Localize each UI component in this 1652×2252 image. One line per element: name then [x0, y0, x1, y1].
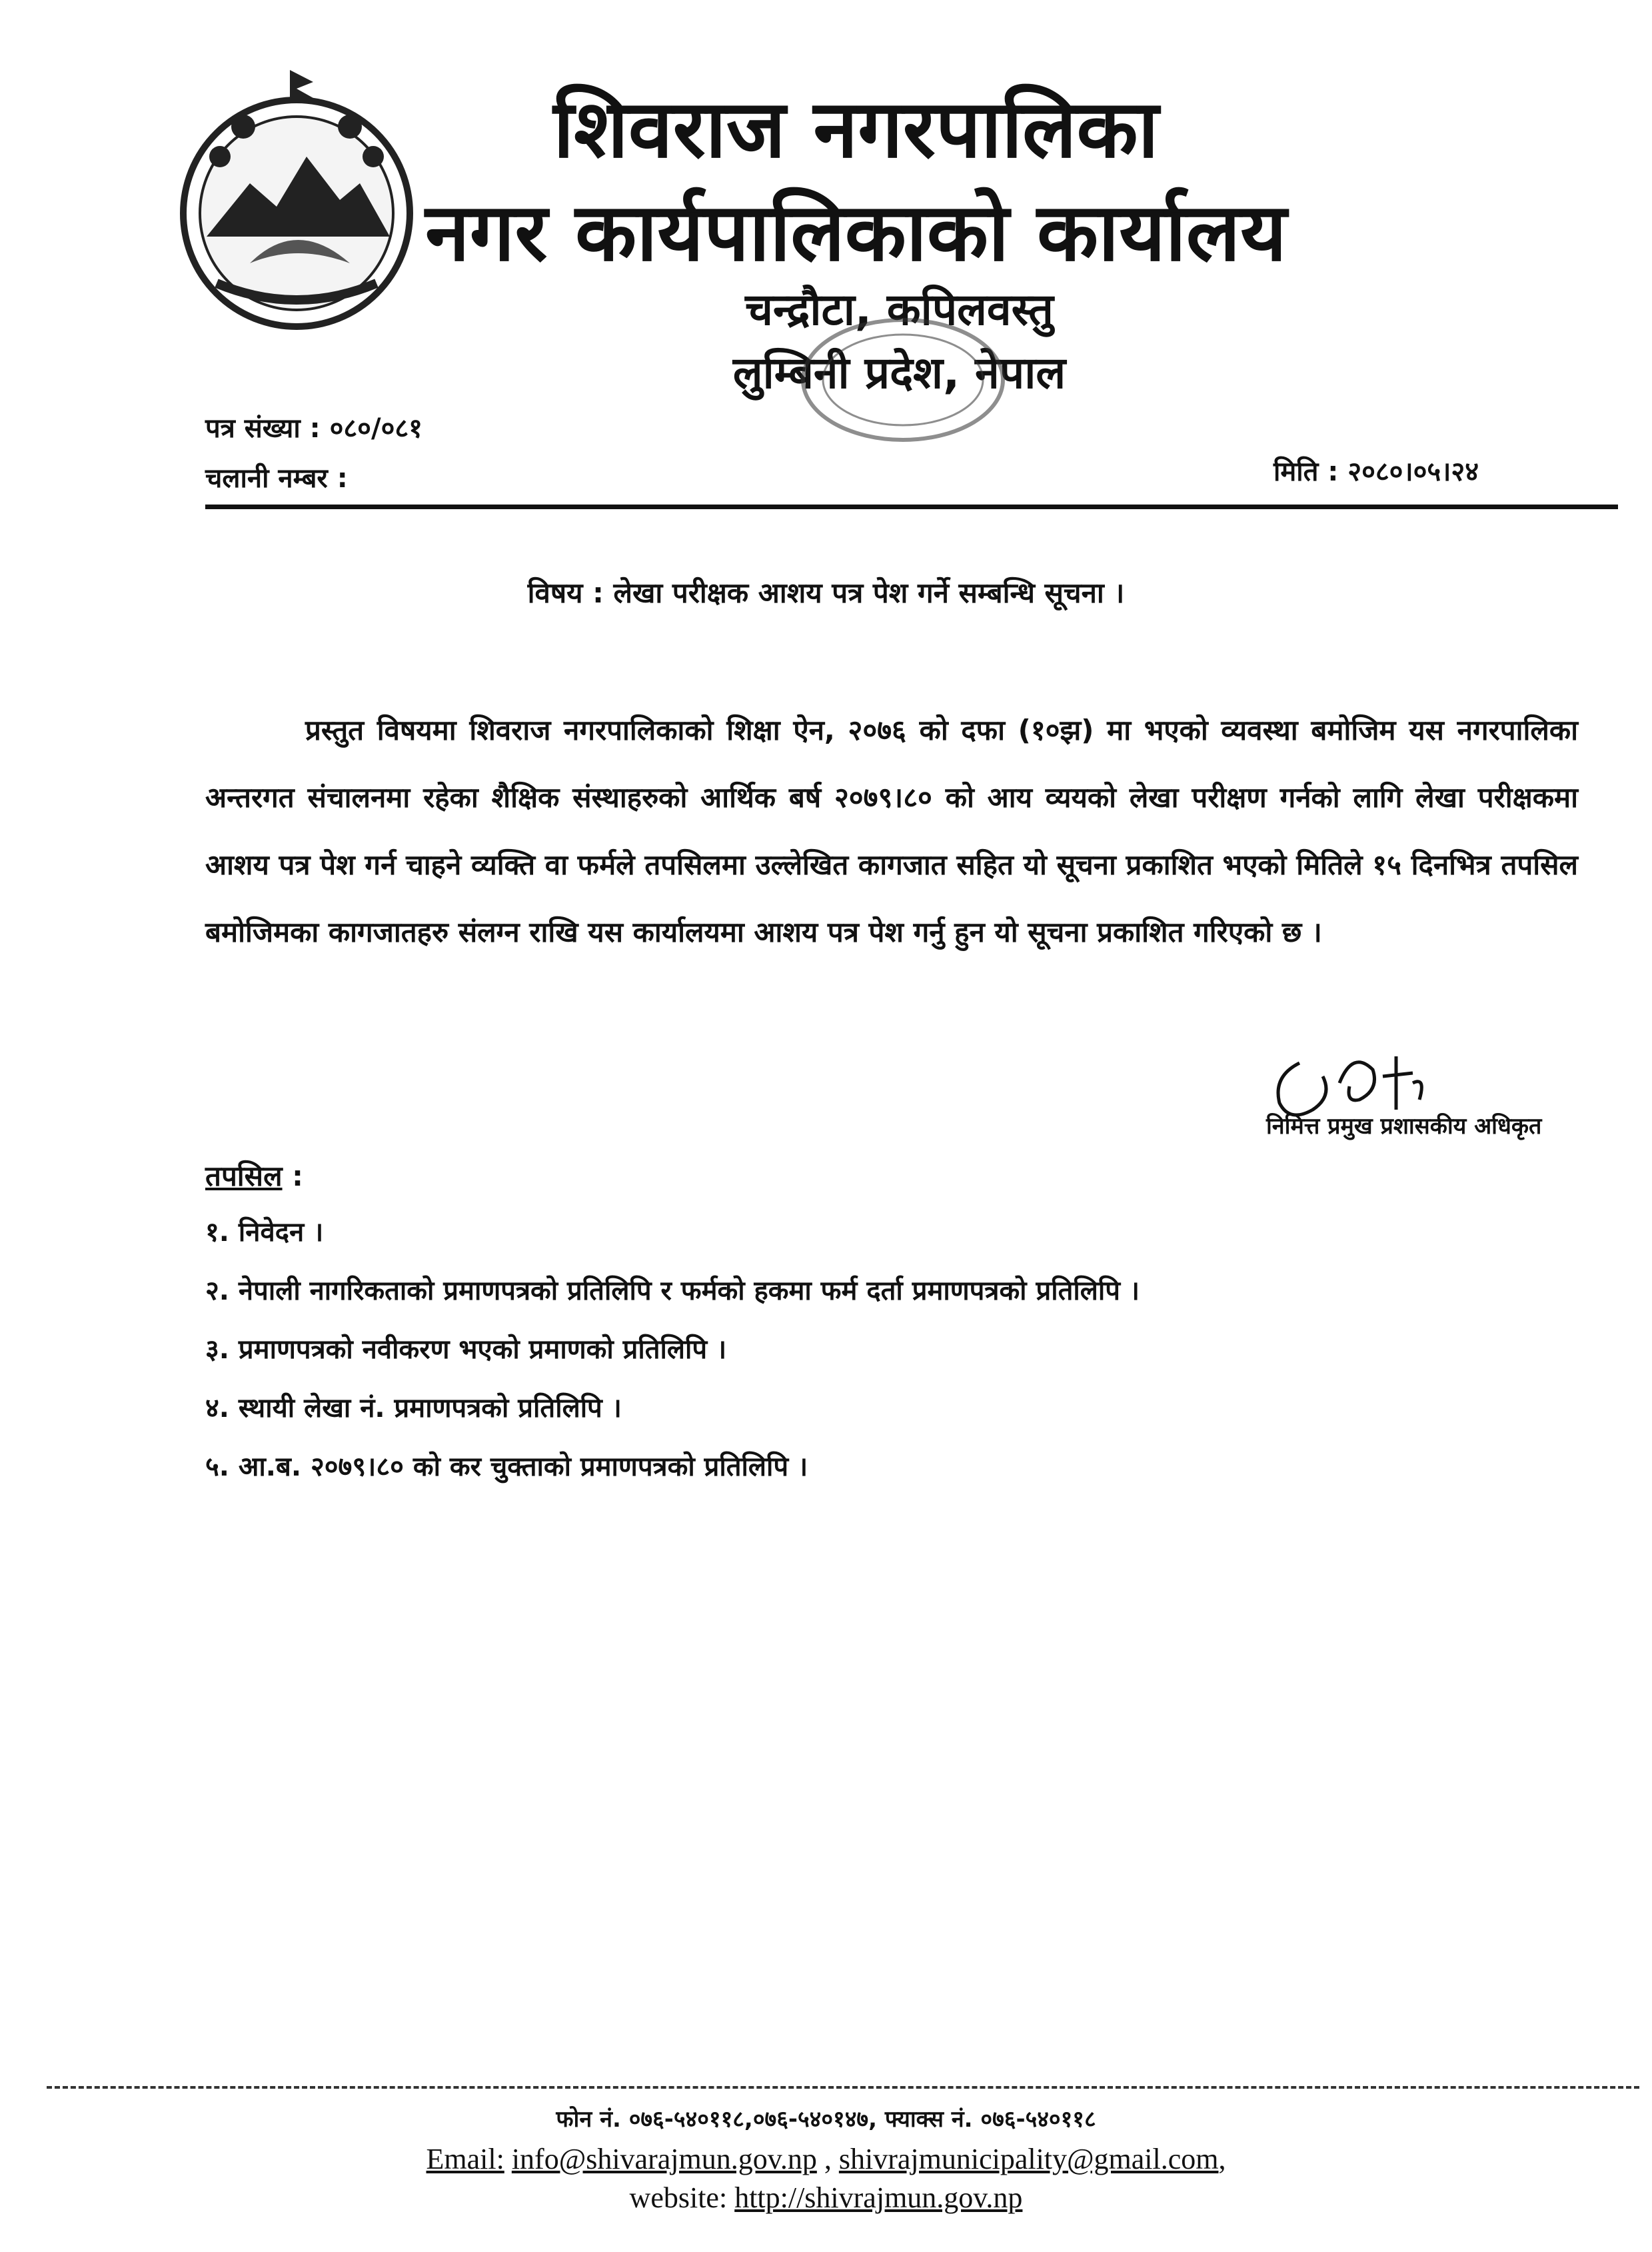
list-item: ४. स्थायी लेखा नं. प्रमाणपत्रको प्रतिलिपि । — [205, 1393, 622, 1424]
email-end: , — [1218, 2143, 1226, 2175]
list-item: १. निवेदन । — [205, 1217, 324, 1248]
dispatch-number: चलानी नम्बर : — [205, 463, 348, 494]
website-label: website: — [629, 2181, 728, 2214]
office-name: नगर कार्यपालिकाको कार्यालय — [425, 187, 1287, 279]
signatory-designation: निमित्त प्रमुख प्रशासकीय अधिकृत — [1266, 1113, 1542, 1140]
address-line-2: लुम्बिनी प्रदेश, नेपाल — [732, 347, 1066, 399]
municipality-name: शिवराज नगरपालिका — [553, 83, 1159, 176]
address-line-1: चन्द्रौटा, कपिलवस्तु — [745, 284, 1054, 335]
header-divider — [205, 505, 1618, 509]
website-link[interactable]: http://shivrajmun.gov.np — [734, 2181, 1023, 2214]
signature — [1259, 1036, 1573, 1176]
footer-email-line — [0, 2139, 1652, 2179]
annex-heading-colon: : — [282, 1160, 303, 1192]
email-link-gmail[interactable]: shivrajmunicipality@gmail.com — [838, 2143, 1219, 2175]
notice-body: प्रस्तुत विषयमा शिवराज नगरपालिकाको शिक्षा ऐन, २०७६ को दफा (१०झ) मा भएको व्यवस्था बमोजिम यस नगरपालिका अन्तरगत संचालनमा रहेका शैक्षिक संस्थाहरुको आर्थिक बर्ष २०७९।८० को आय व्ययको लेखा परीक्षण गर्नको लागि लेखा परीक्षकमा आशय पत्र पेश गर्न चाहने व्यक्ति वा फर्मले तपसिलमा उल्लेखित कागजात सहित यो सूचना प्रकाशित भएको मितिले १५ दिनभित्र तपसिल बमोजिमका कागजातहरु संलग्न राखि यस कार्यालयमा आशय पत्र पेश गर्नु हुन यो सूचना प्रकाशित गरिएको छ । — [205, 714, 1578, 948]
footer-phone: फोन नं. ०७६-५४०११८,०७६-५४०१४७, फ्याक्स नं. ०७६-५४०११८ — [556, 2106, 1096, 2133]
list-item: ५. आ.ब. २०७९।८० को कर चुक्ताको प्रमाणपत्रको प्रतिलिपि । — [205, 1452, 808, 1482]
office-stamp — [796, 313, 1010, 447]
email-separator: , — [816, 2143, 839, 2175]
letter-date: मिति : २०८०।०५।२४ — [1273, 457, 1479, 487]
annex-heading-label: तपसिल — [205, 1160, 283, 1192]
subject-line: विषय : लेखा परीक्षक आशय पत्र पेश गर्ने सम्बन्धि सूचना । — [527, 576, 1125, 609]
annex-list — [205, 1203, 1538, 1496]
footer-divider — [47, 2086, 1639, 2089]
email-link-info[interactable]: info@shivarajmun.gov.np — [511, 2143, 817, 2175]
footer-website-line — [0, 2178, 1652, 2218]
list-item: २. नेपाली नागरिकताको प्रमाणपत्रको प्रतिलिपि र फर्मको हकमा फर्म दर्ता प्रमाणपत्रको प्रतिलिपि । — [205, 1276, 1140, 1306]
email-label: Email: — [426, 2143, 504, 2175]
reference-number: पत्र संख्या : ०८०/०८१ — [205, 413, 422, 444]
annex-heading — [205, 1156, 303, 1196]
list-item: ३. प्रमाणपत्रको नवीकरण भएको प्रमाणको प्रतिलिपि । — [205, 1334, 727, 1365]
